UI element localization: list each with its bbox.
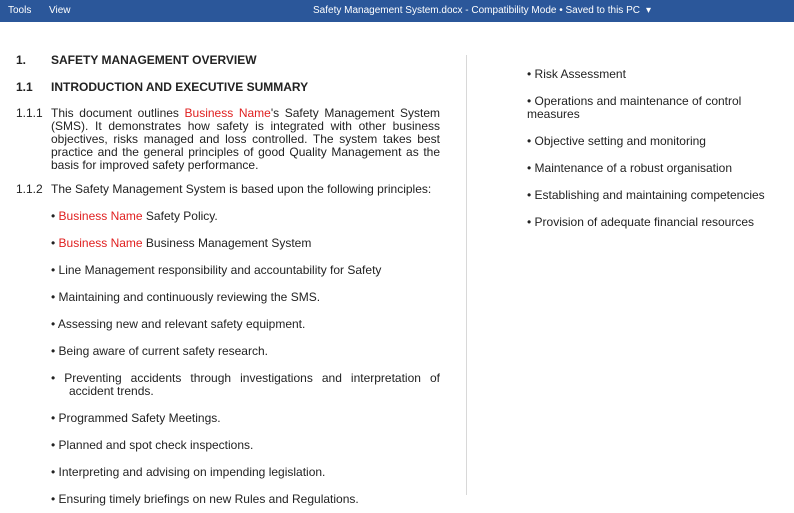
principles-row [16,183,440,196]
heading-number: 1.1 [16,80,33,94]
title-group [313,5,651,16]
bullet-icon: • [51,371,56,385]
bullet-icon: • [51,263,56,277]
text: Maintenance of a robust organisation [534,161,733,175]
bullet-icon: • [51,465,56,479]
principles-intro: The Safety Management System is based upon the following principles: [51,182,432,196]
bullet-icon: • [527,67,532,81]
business-name: Business Name [58,236,143,250]
bullet-icon: • [527,188,532,202]
intro-row [16,107,440,172]
bullet-icon: • [51,290,56,304]
bullet-icon: • [527,94,532,108]
text: Being aware of current safety research. [58,344,268,358]
text: Interpreting and advising on impending legislation. [58,465,326,479]
list-item [51,345,440,358]
text: Business Management System [142,236,312,250]
text: This document outlines [51,106,185,120]
text: Risk Assessment [534,67,626,81]
title-bar [0,0,794,22]
menu-view[interactable]: View [49,5,71,16]
text: 's Safety Management System (SMS). It demonstrates how safety is integrated with other business objectives, risks managed and loss controlled. The system takes best practice and the general principles of good Quality Management as the basis for improved safety performance. [51,106,440,172]
heading-number: 1. [16,53,27,67]
left-column [16,54,440,506]
text: Ensuring timely briefings on new Rules and Regulations. [58,492,359,506]
heading-1: SAFETY MANAGEMENT OVERVIEW [51,53,257,67]
list-item [51,439,440,452]
menu-tools[interactable]: Tools [8,5,32,16]
text: Preventing accidents through investigations and interpretation of accident trends. [64,371,440,398]
document-title: Safety Management System.docx - Compatibility Mode • Saved to this PC [313,5,640,16]
business-name: Business Name [58,209,143,223]
bullet-icon: • [51,438,56,452]
title-dropdown-icon[interactable]: ▾ [645,5,652,16]
principles-list [51,210,440,506]
heading-2: INTRODUCTION AND EXECUTIVE SUMMARY [51,80,309,94]
para-number: 1.1.1 [16,106,43,120]
bullet-icon: • [527,161,532,175]
bullet-icon: • [51,492,56,506]
list-item [527,95,794,121]
column-divider [466,55,467,495]
bullet-icon: • [51,344,56,358]
heading-1-row [16,54,440,67]
list-item [51,291,440,304]
bullet-icon: • [51,236,56,250]
text: Operations and maintenance of control measures [527,94,742,121]
text: Programmed Safety Meetings. [58,411,221,425]
list-item [51,493,440,506]
heading-2-row [16,81,440,94]
text: Maintaining and continuously reviewing the SMS. [58,290,321,304]
list-item [527,189,794,202]
bullet-icon: • [51,317,56,331]
text: Objective setting and monitoring [534,134,706,148]
bullet-icon: • [51,209,56,223]
text: Safety Policy. [142,209,218,223]
para-number: 1.1.2 [16,182,43,196]
list-item [527,135,794,148]
text: Provision of adequate financial resources [534,215,755,229]
list-item [51,412,440,425]
list-item [51,210,440,223]
text: Assessing new and relevant safety equipment. [57,317,306,331]
bullet-icon: • [51,411,56,425]
text: Line Management responsibility and accountability for Safety [58,263,382,277]
intro-paragraph [51,107,440,172]
list-item [51,264,440,277]
bullet-icon: • [527,215,532,229]
bullet-icon: • [527,134,532,148]
list-item [51,237,440,250]
list-item [51,466,440,479]
business-name: Business Name [184,106,271,120]
right-column-list [527,68,794,243]
list-item [527,162,794,175]
text: Establishing and maintaining competencies [534,188,765,202]
list-item [527,68,794,81]
text: Planned and spot check inspections. [58,438,254,452]
list-item [51,318,440,331]
list-item [527,216,794,229]
list-item [51,372,440,398]
